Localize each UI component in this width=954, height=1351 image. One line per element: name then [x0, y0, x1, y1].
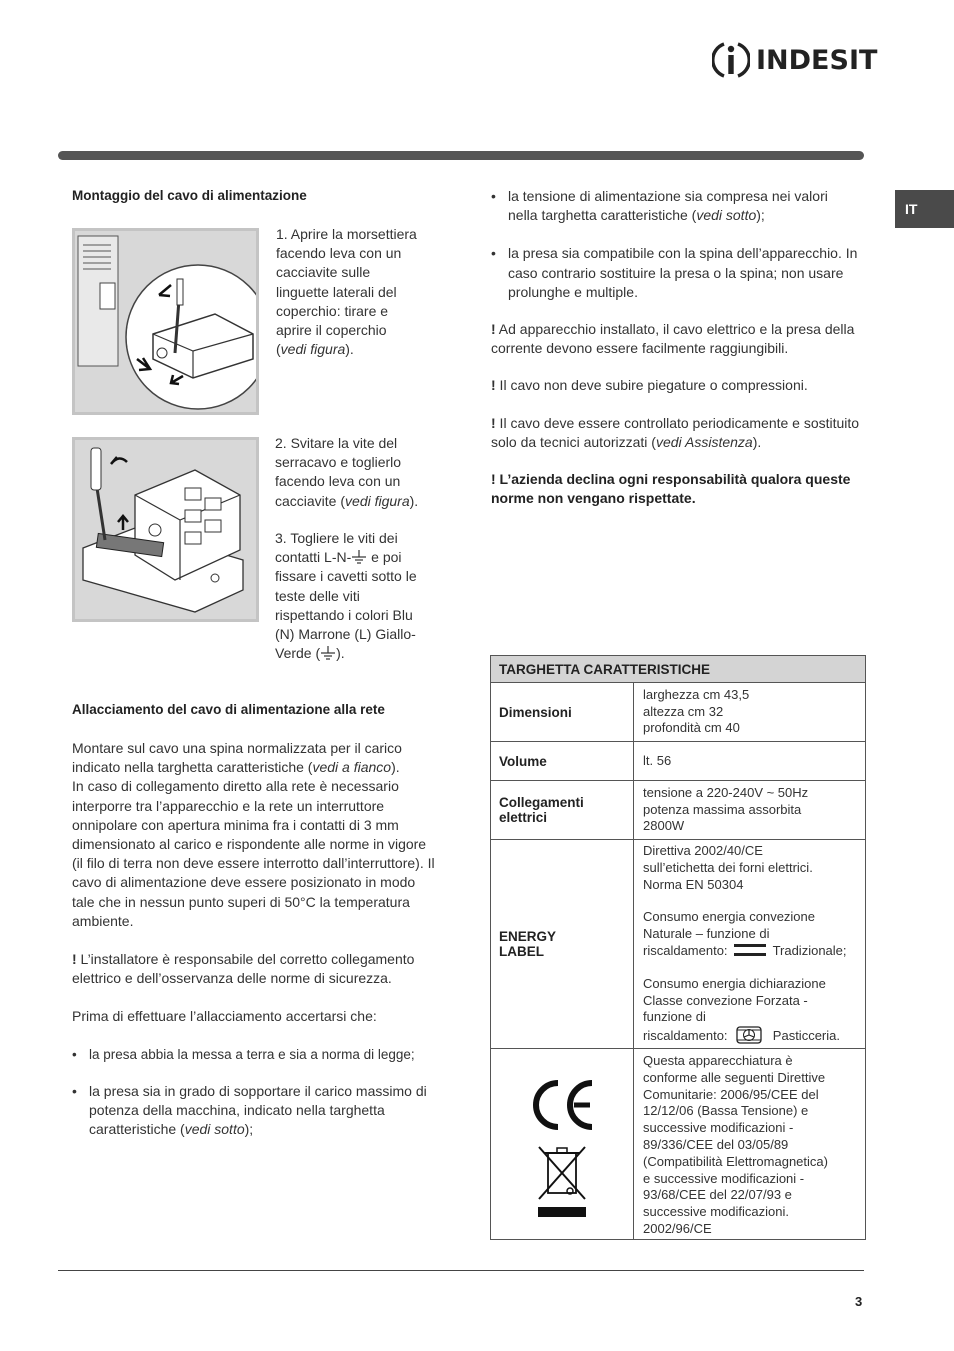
terminal-box-drawing-2: [75, 440, 256, 619]
paragraph-plug: [72, 739, 440, 777]
bullet-voltage: [491, 187, 861, 225]
label-line: Collegamenti: [499, 795, 584, 810]
step-3-line: (N) Marrone (L) Giallo-: [275, 626, 416, 643]
value-line: riscaldamento:: [643, 1028, 728, 1044]
step-2-text: [275, 434, 450, 511]
bullet-load: [72, 1082, 440, 1140]
value-line: Pasticceria.: [772, 1028, 840, 1044]
label-line: ENERGY: [499, 929, 557, 944]
value-line: lt. 56: [643, 752, 672, 768]
step-2-line: facendo leva con un: [275, 473, 401, 490]
value-line: 2002/96/CE: [643, 1220, 712, 1236]
rating-plate-title: TARGHETTA CARATTERISTICHE: [491, 656, 866, 683]
text-span: L’azienda declina ogni responsabilità qualora queste norme non vengano rispettate.: [491, 471, 851, 507]
text-span: ).: [752, 433, 762, 450]
step-1-line: linguette laterali del: [276, 283, 397, 300]
terminal-box-drawing-1: [75, 231, 256, 412]
value-line: Consumo energia dichiarazione: [643, 975, 826, 991]
text-span: la tensione di alimentazione sia compresa nei valori nella targhetta caratteristiche (: [508, 188, 828, 224]
value-line: larghezza cm 43,5: [643, 686, 750, 702]
ground-symbol-icon: [351, 550, 367, 564]
value-line: tensione a 220-240V ~ 50Hz: [643, 784, 809, 800]
value-line: sull’etichetta dei forni elettrici.: [643, 859, 813, 875]
value-line: 93/68/CEE del 22/07/93 e: [643, 1187, 792, 1203]
warning-liability: [491, 470, 861, 508]
value-line: Norma EN 50304: [643, 876, 744, 892]
step-3-line: fissare i cavetti sotto le: [275, 568, 417, 585]
ref-paren: ).: [409, 492, 419, 509]
value-line: Comunitarie: 2006/95/CEE del: [643, 1086, 819, 1102]
warning-accessible: [491, 320, 861, 358]
step-3-line: ).: [336, 645, 345, 662]
value-line: Tradizionale;: [772, 943, 847, 958]
text-span: );: [756, 207, 765, 224]
reference: vedi a fianco: [312, 759, 392, 776]
step-3-text: [275, 529, 445, 663]
value-line: altezza cm 32: [643, 703, 724, 719]
step-1-line: coperchio: tirare e: [276, 302, 389, 319]
value-line: 2800W: [643, 818, 685, 834]
table-row: [491, 742, 866, 781]
footer-rule: [58, 1270, 864, 1271]
step-2-line: 2. Svitare la vite del: [275, 435, 398, 451]
row-label: [491, 781, 634, 840]
text-span: Montare sul cavo una spina normalizzata per il carico indicato nella targhetta caratteristiche (: [72, 740, 402, 776]
warning-mark: !: [72, 951, 77, 968]
header-rule: [58, 151, 864, 160]
row-value: [634, 742, 866, 781]
step-3-line: rispettando i colori Blu: [275, 606, 413, 623]
terminal-box-figure-2: [72, 437, 259, 622]
value-line: Consumo energia convezione: [643, 909, 815, 925]
ground-symbol-icon: [320, 646, 336, 660]
warning-inspection: [491, 414, 861, 452]
step-1-line: facendo leva con un: [276, 245, 402, 262]
value-line: e successive modificazioni -: [643, 1170, 805, 1186]
compliance-marks: [491, 1049, 634, 1240]
value-line: successive modificazioni.: [643, 1204, 789, 1220]
label-line: elettrici: [499, 810, 548, 825]
rating-plate-table: [490, 655, 866, 1240]
right-column-text: [491, 187, 861, 508]
table-row: [491, 683, 866, 742]
table-row-energy: [491, 840, 866, 1049]
step-3-line: contatti L-N-: [275, 549, 352, 566]
connection-text: [72, 739, 440, 1139]
step-2-line: serracavo e toglierlo: [275, 454, 402, 471]
value-line: funzione di: [643, 1009, 706, 1025]
weee-crossed-bin-icon: [536, 1143, 588, 1219]
row-label: Volume: [491, 742, 634, 781]
compliance-text: [634, 1049, 866, 1240]
value-line: riscaldamento:: [643, 943, 728, 958]
text-span: Ad apparecchio installato, il cavo elettrico e la presa della corrente devono essere facilmente raggiungibili.: [491, 321, 855, 357]
figure-reference: vedi figura: [280, 341, 346, 358]
reference: vedi sotto: [184, 1121, 245, 1138]
step-1-text: [276, 225, 451, 359]
paragraph-before-connection: Prima di effettuare l’allacciamento accertarsi che:: [72, 1008, 377, 1025]
step-3-line: e poi: [367, 549, 402, 566]
value-line: 89/336/CEE del 03/05/89: [643, 1136, 789, 1152]
row-value: [634, 781, 866, 840]
step-1-line: aprire il coperchio: [276, 322, 387, 339]
value-line: Naturale – funzione di: [643, 926, 770, 942]
figure-reference: vedi figura: [345, 492, 410, 509]
step-1-line: cacciavite sulle: [276, 264, 371, 281]
reference: vedi sotto: [696, 207, 757, 224]
row-value: [634, 683, 866, 742]
text-span: Il cavo non deve subire piegature o compressioni.: [495, 377, 808, 394]
terminal-box-figure-1: [72, 228, 259, 415]
ref-paren: ).: [345, 341, 354, 358]
warning-installer: [72, 950, 440, 988]
page-number: 3: [855, 1294, 863, 1309]
text-span: L’installatore è responsabile del corretto collegamento elettrico e dell’osservanza delle norme di sicurezza.: [72, 951, 415, 987]
step-3-line: teste delle viti: [275, 587, 360, 604]
value-line: 12/12/06 (Bassa Tensione) e: [643, 1103, 809, 1119]
ce-mark-icon: [528, 1077, 596, 1133]
row-label: [491, 840, 634, 1049]
label-line: LABEL: [499, 944, 544, 959]
text-span: );: [244, 1121, 254, 1138]
warning-bending: [491, 376, 861, 395]
fan-heating-icon: [735, 1026, 763, 1044]
bullet-earth: • la presa abbia la messa a terra e sia a norma di legge;: [72, 1045, 440, 1064]
table-row-compliance: [491, 1049, 866, 1240]
value-line: (Compatibilità Elettromagnetica): [643, 1153, 828, 1169]
warning-mark: !: [491, 321, 496, 338]
value-line: Direttiva 2002/40/CE: [643, 843, 763, 859]
language-tab: IT: [895, 190, 954, 228]
ref-paren: (: [276, 341, 281, 358]
value-line: conforme alle seguenti Direttive: [643, 1069, 826, 1085]
brand-name: INDESIT: [756, 44, 878, 76]
warning-mark: !: [491, 471, 496, 488]
section-heading-connection: Allacciamento del cavo di alimentazione alla rete: [72, 702, 385, 717]
indesit-i-icon: [712, 40, 750, 80]
value-line: successive modificazioni -: [643, 1120, 794, 1136]
step-1-line: 1. Aprire la morsettiera: [276, 226, 417, 242]
value-line: Classe convezione Forzata -: [643, 992, 808, 1008]
table-row: [491, 781, 866, 840]
step-2-line: cacciavite (: [275, 492, 346, 509]
brand-logo: [712, 40, 877, 80]
reference: vedi Assistenza: [655, 433, 753, 450]
row-label: Dimensioni: [491, 683, 634, 742]
step-3-line: Verde (: [275, 645, 321, 662]
section-heading-assembly: Montaggio del cavo di alimentazione: [72, 188, 307, 203]
step-3-line: 3. Togliere le viti dei: [275, 530, 398, 546]
value-line: potenza massima assorbita: [643, 801, 802, 817]
conventional-heating-icon: [733, 943, 767, 957]
paragraph-direct-connection: In caso di collegamento diretto alla rete è necessario interporre tra l’apparecchio e la rete un interruttore onnipolare con apertura minima fra i contatti di 3 mm dimensionato al carico e rispondente alle norme in vigore (il filo di terra non deve essere interrotto dall’interruttore). Il cavo di alimentazione deve essere posizionato in modo tale che in nessun punto superi di 50°C la temperatura ambiente.: [72, 778, 435, 929]
value-line: profondità cm 40: [643, 720, 740, 736]
value-line: Questa apparecchiatura è: [643, 1053, 793, 1068]
warning-mark: !: [491, 414, 496, 431]
warning-mark: !: [491, 377, 496, 394]
row-value: [634, 840, 866, 1049]
text-span: la presa sia in grado di sopportare il carico massimo di potenza della macchina, indicato nella targhetta caratteristiche (: [89, 1082, 427, 1138]
bullet-socket: • la presa sia compatibile con la spina dell’apparecchio. In caso contrario sostituire la presa o la spina; non usare prolunghe e multiple.: [491, 244, 861, 302]
text-span: Il cavo deve essere controllato periodicamente e sostituito solo da tecnici autorizzati (: [491, 414, 860, 450]
text-span: ).: [391, 759, 400, 776]
